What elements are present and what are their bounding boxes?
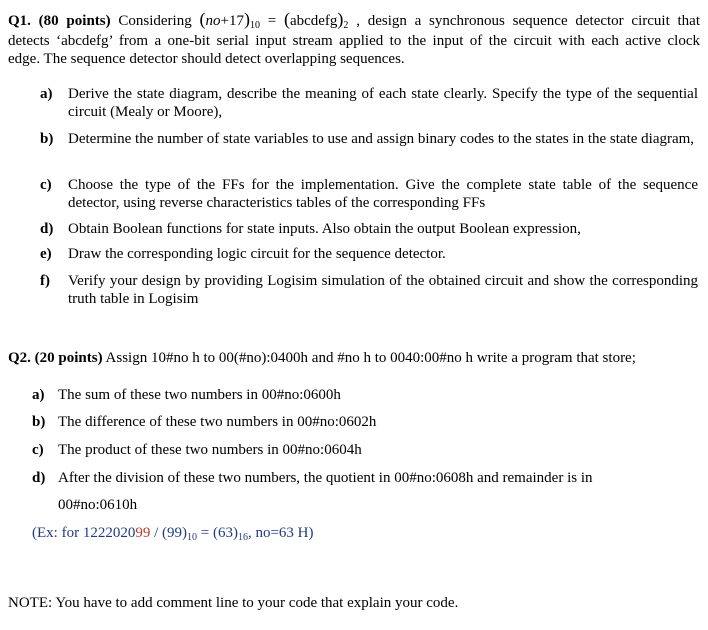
item-label: e) xyxy=(40,246,52,262)
example-suffix: , no=63 H) xyxy=(247,525,314,541)
item-label: b) xyxy=(32,414,46,430)
item-text: After the division of these two numbers, the quotient in 00#no:0608h and remainder is in xyxy=(58,470,593,486)
item-label: f) xyxy=(40,273,50,289)
item-label: b) xyxy=(40,131,54,147)
q1-item-a xyxy=(40,85,698,121)
q2-item-c xyxy=(32,441,362,459)
item-label: a) xyxy=(40,86,53,102)
example-line xyxy=(32,524,314,542)
expr-plus: +17 xyxy=(220,13,244,29)
q1-intro: Considering xyxy=(118,13,192,29)
item-label: a) xyxy=(32,387,45,403)
q2-label: Q2. (20 points) xyxy=(8,350,103,366)
example-middle: / (99) xyxy=(150,525,187,541)
q2-item-d-continued: 00#no:0610h xyxy=(58,497,138,513)
item-label: d) xyxy=(32,470,46,486)
expr-no: no xyxy=(205,13,221,29)
q2-item-b xyxy=(32,413,376,431)
q1-intro-after: , design a synchronous sequence detector circuit that xyxy=(356,13,700,29)
example-sub10: 10 xyxy=(187,532,197,543)
q2-item-a xyxy=(32,386,341,404)
q1-item-f xyxy=(40,272,698,308)
item-text: Verify your design by providing Logisim simulation of the obtained circuit and show the corresponding truth table in Logisim xyxy=(68,273,698,307)
item-text: Derive the state diagram, describe the meaning of each state clearly. Specify the type of the sequential circuit (Mealy or Moore), xyxy=(68,86,698,120)
item-text: The difference of these two numbers in 00#no:0602h xyxy=(58,414,377,430)
q1-paragraph xyxy=(8,6,700,68)
item-text: Draw the corresponding logic circuit for the sequence detector. xyxy=(68,246,446,262)
item-label: c) xyxy=(40,177,52,193)
q2-item-d xyxy=(32,469,593,487)
note-text: NOTE: You have to add comment line to your code that explain your code. xyxy=(8,595,459,611)
item-text: The product of these two numbers in 00#no:0604h xyxy=(58,442,362,458)
expr-sub2: 2 xyxy=(343,20,349,31)
example-number-highlight: 99 xyxy=(135,525,151,541)
example-equals: = (63) xyxy=(197,525,238,541)
q1-line-2: detects ‘abcdefg’ from a one-bit serial input stream applied to the input of the circuit with each active clock xyxy=(8,33,700,49)
q1-item-b xyxy=(40,130,698,166)
example-prefix: (Ex: for xyxy=(32,525,83,541)
item-label: c) xyxy=(32,442,44,458)
item-text: Obtain Boolean functions for state inputs. Also obtain the output Boolean expression, xyxy=(68,221,581,237)
item-text: Choose the type of the FFs for the implementation. Give the complete state table of the sequence detector, using reverse characteristics tables of the corresponding FFs xyxy=(68,177,698,211)
q1-item-c xyxy=(40,176,698,212)
q1-line-3: edge. The sequence detector should detect overlapping sequences. xyxy=(8,51,405,67)
example-sub16: 16 xyxy=(237,532,248,543)
q1-item-d xyxy=(40,220,698,238)
item-label: d) xyxy=(40,221,54,237)
q1-item-e xyxy=(40,245,698,263)
item-text: Determine the number of state variables to use and assign binary codes to the states in the state diagram, xyxy=(68,131,695,147)
item-text: The sum of these two numbers in 00#no:0600h xyxy=(58,387,341,403)
q2-intro-line xyxy=(8,349,636,367)
expr-abcdefg: abcdefg xyxy=(289,13,338,29)
q1-label: Q1. (80 points) xyxy=(8,13,111,29)
q1-line-1: Q1. (80 points) Considering $(no+17)_{10}$ = $(abcdefg)_2$ , design a synchronous sequence detector circuit that xyxy=(8,9,700,31)
q2-intro: Assign 10#no h to 00(#no):0400h and #no h to 0040:00#no h write a program that store; xyxy=(105,350,636,366)
example-number: 1222020 xyxy=(82,525,136,541)
expr-sub10: 10 xyxy=(249,20,260,31)
